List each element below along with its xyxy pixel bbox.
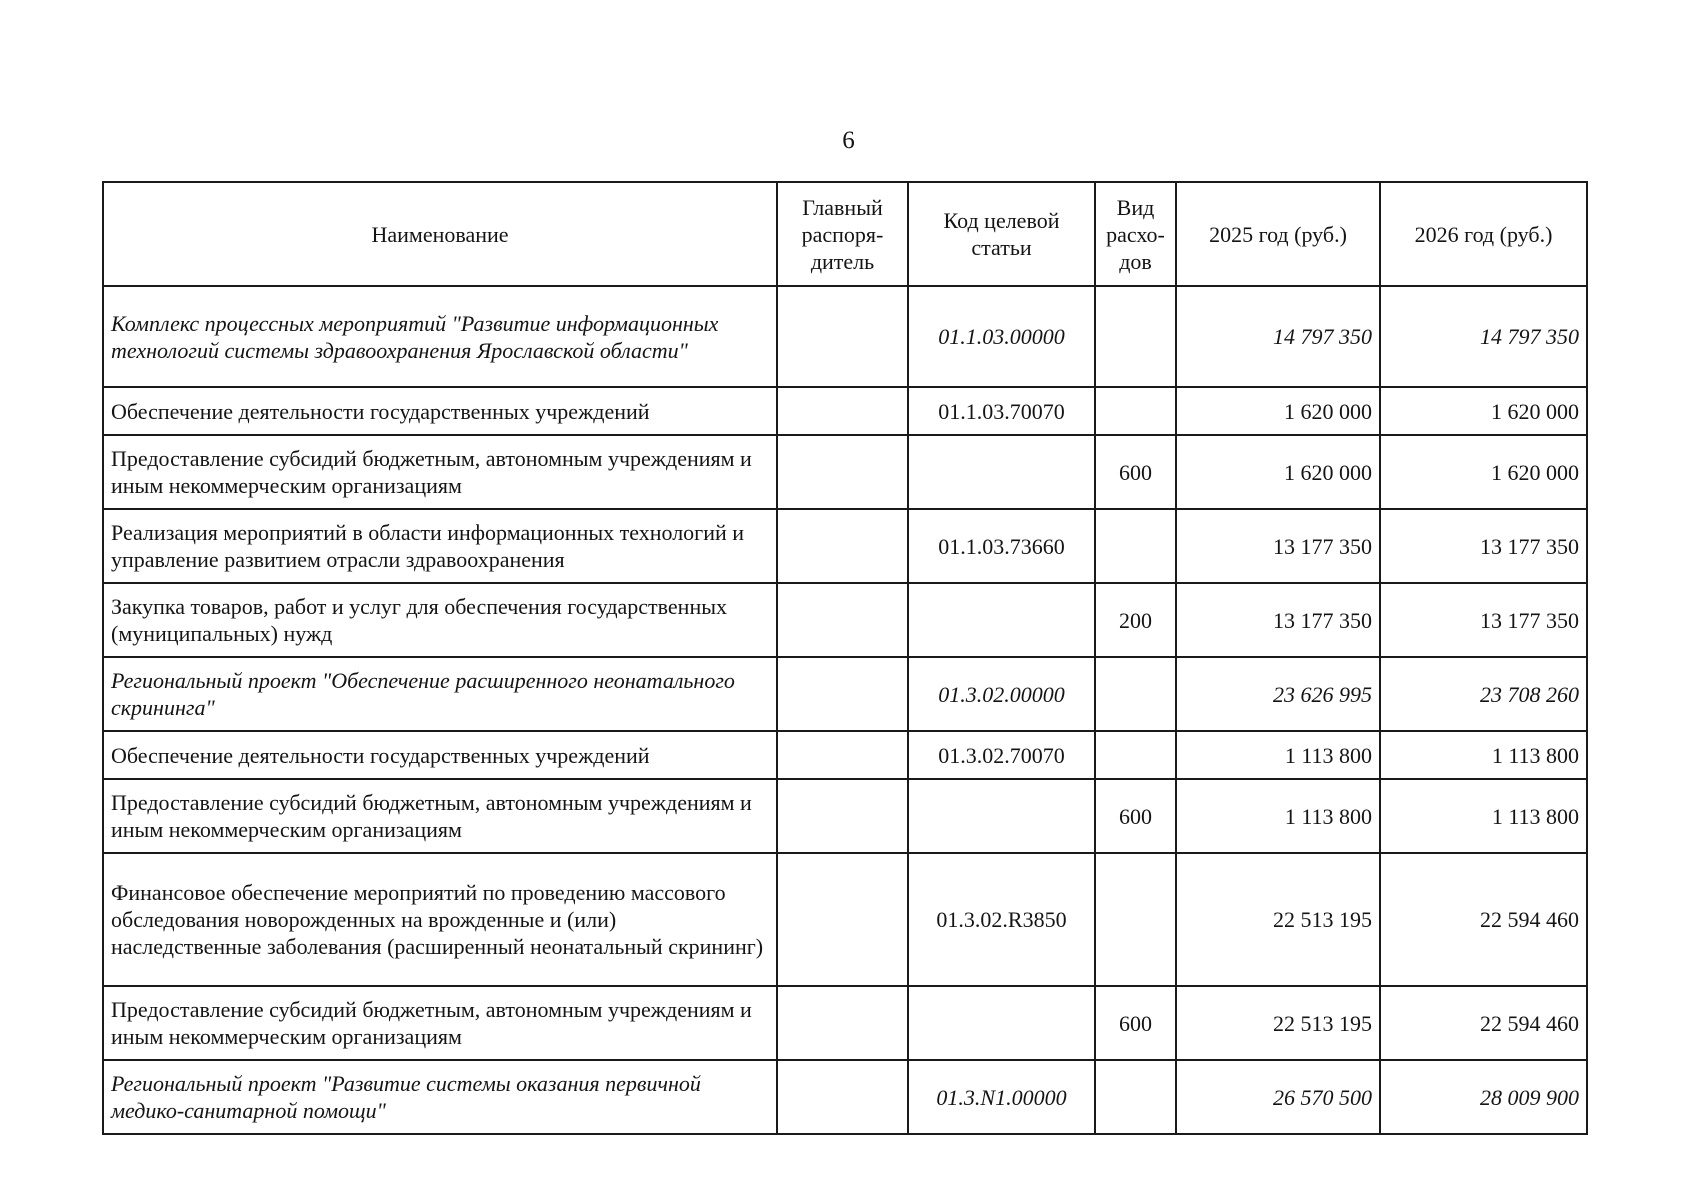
cell-code	[908, 583, 1095, 657]
cell-kind: 600	[1095, 986, 1176, 1060]
header-code: Код целевой статьи	[908, 182, 1095, 286]
cell-2025: 23 626 995	[1176, 657, 1380, 731]
cell-kind: 600	[1095, 779, 1176, 853]
cell-2025: 22 513 195	[1176, 986, 1380, 1060]
cell-code: 01.1.03.73660	[908, 509, 1095, 583]
cell-code: 01.3.02.70070	[908, 731, 1095, 779]
cell-name: Реализация мероприятий в области информационных технологий и управление развитием отрасли здравоохранения	[103, 509, 777, 583]
cell-kind	[1095, 509, 1176, 583]
cell-kind	[1095, 286, 1176, 387]
cell-name: Обеспечение деятельности государственных учреждений	[103, 387, 777, 435]
cell-name: Обеспечение деятельности государственных учреждений	[103, 731, 777, 779]
header-distributor: Главный распоря-дитель	[777, 182, 908, 286]
cell-kind	[1095, 853, 1176, 986]
cell-code	[908, 779, 1095, 853]
cell-2026: 1 620 000	[1380, 435, 1587, 509]
cell-distributor	[777, 779, 908, 853]
cell-distributor	[777, 1060, 908, 1134]
table-row	[103, 286, 1587, 387]
cell-code	[908, 435, 1095, 509]
cell-2026: 23 708 260	[1380, 657, 1587, 731]
cell-distributor	[777, 657, 908, 731]
cell-kind	[1095, 657, 1176, 731]
header-2026: 2026 год (руб.)	[1380, 182, 1587, 286]
table-row	[103, 853, 1587, 986]
cell-2025: 1 620 000	[1176, 387, 1380, 435]
table-row	[103, 509, 1587, 583]
cell-2026: 28 009 900	[1380, 1060, 1587, 1134]
cell-kind: 600	[1095, 435, 1176, 509]
cell-2026: 14 797 350	[1380, 286, 1587, 387]
cell-2025: 1 113 800	[1176, 731, 1380, 779]
cell-distributor	[777, 853, 908, 986]
cell-2025: 1 620 000	[1176, 435, 1380, 509]
cell-kind	[1095, 387, 1176, 435]
table-row	[103, 583, 1587, 657]
header-name: Наименование	[103, 182, 777, 286]
table-row	[103, 779, 1587, 853]
cell-distributor	[777, 731, 908, 779]
cell-name: Закупка товаров, работ и услуг для обеспечения государственных (муниципальных) нужд	[103, 583, 777, 657]
cell-2025: 14 797 350	[1176, 286, 1380, 387]
table-row	[103, 657, 1587, 731]
cell-code: 01.3.N1.00000	[908, 1060, 1095, 1134]
cell-distributor	[777, 583, 908, 657]
cell-2025: 1 113 800	[1176, 779, 1380, 853]
budget-table	[102, 181, 1588, 1135]
cell-kind	[1095, 1060, 1176, 1134]
cell-name: Предоставление субсидий бюджетным, автономным учреждениям и иным некоммерческим организациям	[103, 779, 777, 853]
cell-code: 01.3.02.00000	[908, 657, 1095, 731]
cell-2025: 13 177 350	[1176, 583, 1380, 657]
cell-distributor	[777, 387, 908, 435]
cell-distributor	[777, 986, 908, 1060]
page-number: 6	[842, 127, 855, 154]
cell-name: Региональный проект "Обеспечение расширенного неонатального скрининга"	[103, 657, 777, 731]
cell-distributor	[777, 509, 908, 583]
cell-2025: 13 177 350	[1176, 509, 1380, 583]
cell-code	[908, 986, 1095, 1060]
cell-kind: 200	[1095, 583, 1176, 657]
cell-2026: 1 620 000	[1380, 387, 1587, 435]
table-header-row	[103, 182, 1587, 286]
cell-code: 01.1.03.70070	[908, 387, 1095, 435]
table-row	[103, 387, 1587, 435]
header-2025: 2025 год (руб.)	[1176, 182, 1380, 286]
cell-2026: 22 594 460	[1380, 853, 1587, 986]
cell-2026: 22 594 460	[1380, 986, 1587, 1060]
cell-2026: 1 113 800	[1380, 779, 1587, 853]
header-kind: Вид расхо-дов	[1095, 182, 1176, 286]
cell-2025: 26 570 500	[1176, 1060, 1380, 1134]
cell-name: Финансовое обеспечение мероприятий по проведению массового обследования новорожденных на врожденные и (или) наследственные заболевания (расширенный неонатальный скрининг)	[103, 853, 777, 986]
cell-2026: 13 177 350	[1380, 583, 1587, 657]
cell-distributor	[777, 286, 908, 387]
cell-2026: 13 177 350	[1380, 509, 1587, 583]
table-row	[103, 435, 1587, 509]
cell-name: Предоставление субсидий бюджетным, автономным учреждениям и иным некоммерческим организациям	[103, 435, 777, 509]
cell-2025: 22 513 195	[1176, 853, 1380, 986]
cell-code: 01.1.03.00000	[908, 286, 1095, 387]
cell-2026: 1 113 800	[1380, 731, 1587, 779]
table-row	[103, 731, 1587, 779]
cell-code: 01.3.02.R3850	[908, 853, 1095, 986]
cell-name: Региональный проект "Развитие системы оказания первичной медико-санитарной помощи"	[103, 1060, 777, 1134]
table-row	[103, 986, 1587, 1060]
cell-kind	[1095, 731, 1176, 779]
cell-name: Предоставление субсидий бюджетным, автономным учреждениям и иным некоммерческим организациям	[103, 986, 777, 1060]
cell-distributor	[777, 435, 908, 509]
table-row	[103, 1060, 1587, 1134]
cell-name: Комплекс процессных мероприятий "Развитие информационных технологий системы здравоохранения Ярославской области"	[103, 286, 777, 387]
